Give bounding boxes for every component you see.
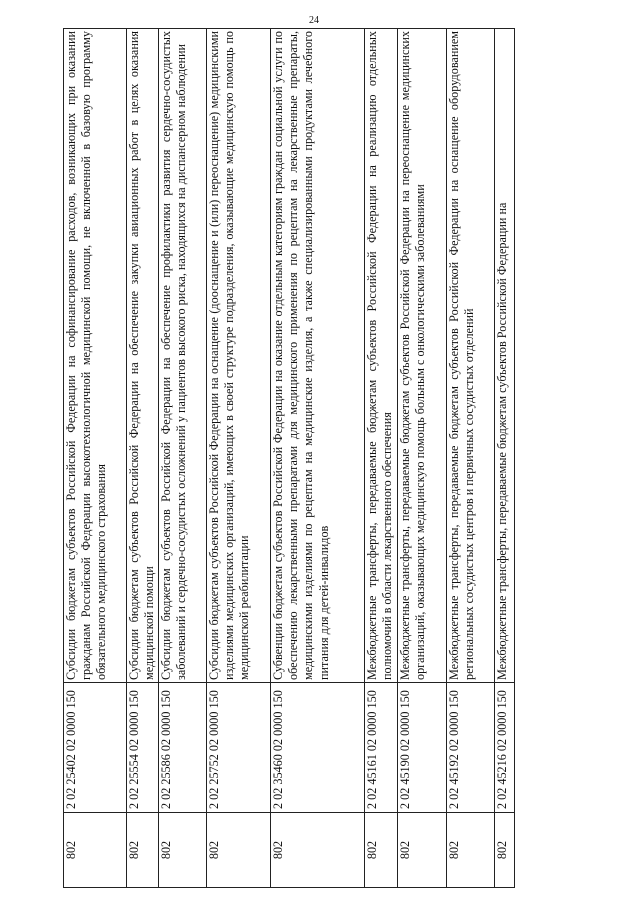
description-cell: Субвенции бюджетам субъектов Российской Федерации на оказание отдельным категориям граждан социальной услуги по обеспечению лекарственными препаратами для медицинского применения по рецептам на лекарственные препараты, медицинскими изделиями по рецептам на медицинские изделия, а также специализированными продуктами лечебного питания для детей-инвалидов (271, 29, 365, 683)
table-row (365, 29, 398, 888)
table-row (447, 29, 495, 888)
admin-code-cell: 802 (447, 813, 495, 888)
admin-code-cell: 802 (207, 813, 271, 888)
description-cell: Межбюджетные трансферты, передаваемые бюджетам субъектов Российской Федерации на оснащение оборудованием региональных сосудистых центров и первичных сосудистых отделений (447, 29, 495, 683)
budget-codes-table (63, 28, 515, 888)
table-row (127, 29, 159, 888)
revenue-code-cell: 2 02 25402 02 0000 150 (64, 683, 127, 813)
description-cell: Субсидии бюджетам субъектов Российской Федерации на обеспечение закупки авиационных работ в целях оказания медицинской помощи (127, 29, 159, 683)
page-number: 24 (309, 15, 319, 26)
revenue-code-cell: 2 02 35460 02 0000 150 (271, 683, 365, 813)
table-row (398, 29, 447, 888)
admin-code-cell: 802 (365, 813, 398, 888)
revenue-code-cell: 2 02 25586 02 0000 150 (159, 683, 207, 813)
revenue-code-cell: 2 02 25554 02 0000 150 (127, 683, 159, 813)
admin-code-cell: 802 (271, 813, 365, 888)
rotated-table-container (63, 28, 577, 888)
description-cell: Межбюджетные трансферты, передаваемые бюджетам субъектов Российской Федерации на переоснащение медицинских организаций, оказывающих медицинскую помощь больным с онкологическими заболеваниями (398, 29, 447, 683)
admin-code-cell: 802 (159, 813, 207, 888)
table-row (64, 29, 127, 888)
admin-code-cell: 802 (398, 813, 447, 888)
description-cell: Субсидии бюджетам субъектов Российской Федерации на оснащение (дооснащение и (или) переоснащение) медицинскими изделиями медицинских организаций, имеющих в своей структуре подразделения, оказывающие медицинскую помощь по медицинской реабилитации (207, 29, 271, 683)
table-row (159, 29, 207, 888)
description-cell: Межбюджетные трансферты, передаваемые бюджетам субъектов Российской Федерации на реализацию отдельных полномочий в области лекарственного обеспечения (365, 29, 398, 683)
description-cell: Субсидии бюджетам субъектов Российской Федерации на обеспечение профилактики развития сердечно-сосудистых заболеваний и сердечно-сосудистых осложнений у пациентов высокого риска, находящихся на диспансерном наблюдении (159, 29, 207, 683)
revenue-code-cell: 2 02 45161 02 0000 150 (365, 683, 398, 813)
revenue-code-cell: 2 02 45216 02 0000 150 (495, 683, 515, 813)
revenue-code-cell: 2 02 45192 02 0000 150 (447, 683, 495, 813)
admin-code-cell: 802 (64, 813, 127, 888)
table-row (271, 29, 365, 888)
description-cell: Субсидии бюджетам субъектов Российской Федерации на софинансирование расходов, возникающих при оказании гражданам Российской Федерации высокотехнологичной медицинской помощи, не включенной в базовую программу обязательного медицинского страхования (64, 29, 127, 683)
revenue-code-cell: 2 02 45190 02 0000 150 (398, 683, 447, 813)
table-row (207, 29, 271, 888)
admin-code-cell: 802 (127, 813, 159, 888)
revenue-code-cell: 2 02 25752 02 0000 150 (207, 683, 271, 813)
description-cell: Межбюджетные трансферты, передаваемые бюджетам субъектов Российской Федерации на (495, 29, 515, 683)
admin-code-cell: 802 (495, 813, 515, 888)
table-row (495, 29, 515, 888)
